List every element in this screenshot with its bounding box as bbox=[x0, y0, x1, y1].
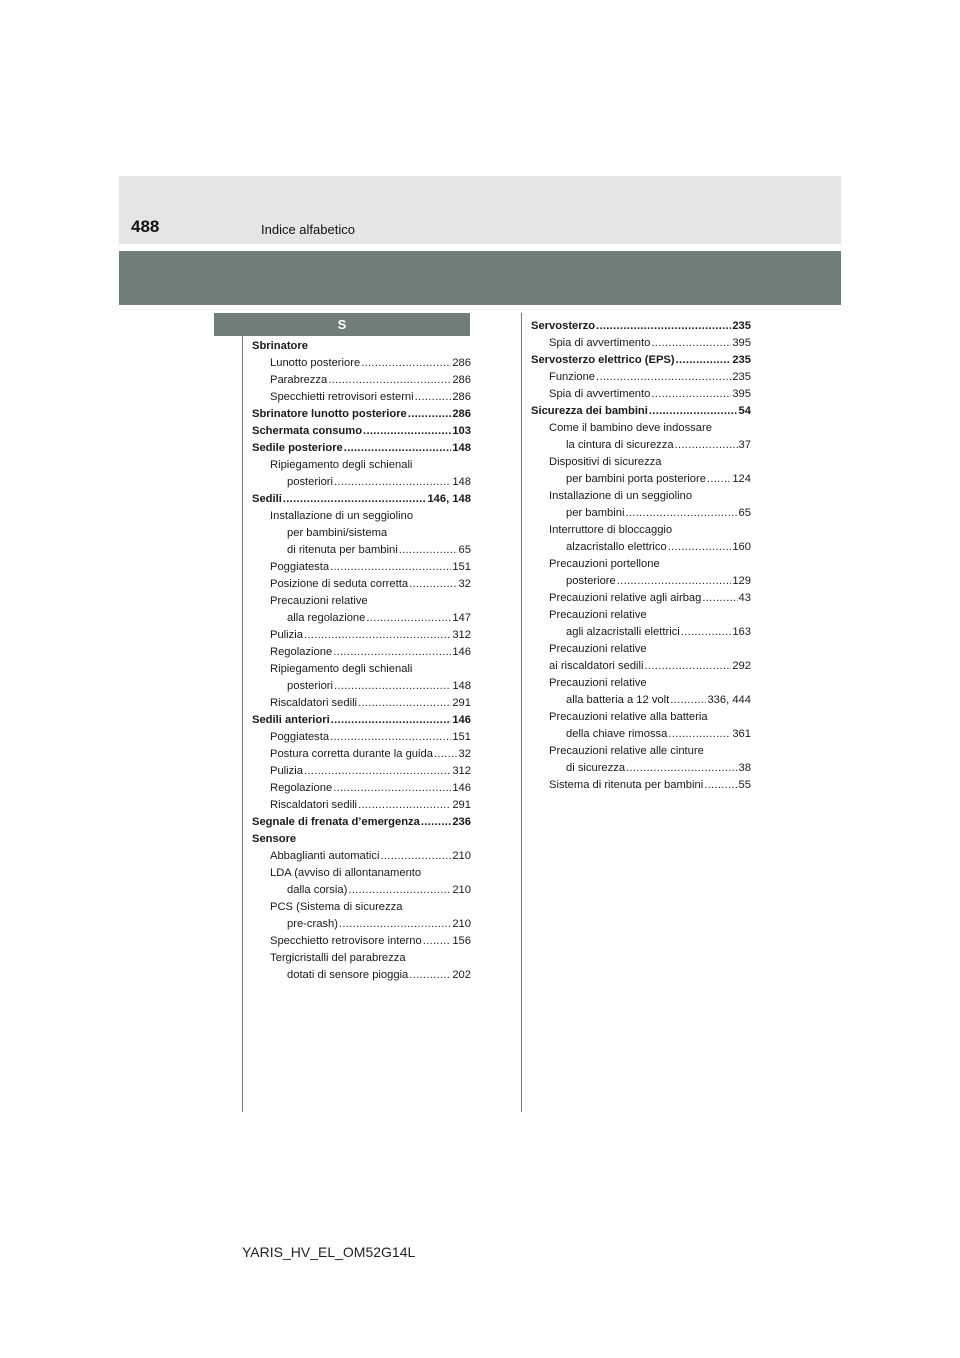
index-entry-text: Precauzioni relative bbox=[549, 677, 647, 689]
index-entry-leader bbox=[361, 355, 451, 372]
index-entry-page: 286 bbox=[452, 357, 471, 369]
index-entry bbox=[252, 848, 471, 865]
index-entry bbox=[252, 627, 471, 644]
index-entry bbox=[252, 338, 471, 355]
index-entry-page: 312 bbox=[452, 629, 471, 641]
index-entry-leader bbox=[668, 539, 732, 556]
index-entry-text: ai riscaldatori sedili bbox=[549, 660, 644, 672]
index-entry-page: 361 bbox=[732, 728, 751, 740]
index-entry-page: 235 bbox=[732, 371, 751, 383]
index-entry bbox=[531, 726, 751, 743]
index-entry-page: 129 bbox=[732, 575, 751, 587]
index-entry bbox=[252, 661, 471, 678]
index-entry-text: Poggiatesta bbox=[270, 731, 330, 743]
index-entry-text: Precauzioni relative bbox=[270, 595, 368, 607]
index-entry-text: alla batteria a 12 volt bbox=[566, 694, 670, 706]
index-entry bbox=[252, 933, 471, 950]
index-entry-text: Sistema di ritenuta per bambini bbox=[549, 779, 704, 791]
index-entry-text: Come il bambino deve indossare bbox=[549, 422, 712, 434]
index-entry bbox=[252, 372, 471, 389]
index-entry bbox=[252, 559, 471, 576]
index-entry bbox=[252, 508, 471, 525]
index-entry-page: 235 bbox=[732, 320, 751, 332]
index-entry-text: alzacristallo elettrico bbox=[566, 541, 667, 553]
index-entry-leader bbox=[380, 848, 451, 865]
index-entry-page: 148 bbox=[452, 680, 471, 692]
index-entry bbox=[252, 763, 471, 780]
index-entry-page: 124 bbox=[732, 473, 751, 485]
index-entry bbox=[531, 318, 751, 335]
index-entry bbox=[252, 457, 471, 474]
index-entry-text: Pulizia bbox=[270, 629, 303, 641]
index-entry-leader bbox=[596, 369, 731, 386]
index-entry bbox=[252, 440, 471, 457]
index-entry bbox=[252, 525, 471, 542]
index-entry bbox=[252, 712, 471, 729]
index-entry-page: 151 bbox=[452, 561, 471, 573]
index-entry-text: Funzione bbox=[549, 371, 596, 383]
index-entry-text: per bambini porta posteriore bbox=[566, 473, 706, 485]
section-banner bbox=[119, 251, 841, 305]
index-entry bbox=[252, 678, 471, 695]
index-entry bbox=[252, 542, 471, 559]
index-entry-leader bbox=[645, 658, 732, 675]
index-entry-text: Pulizia bbox=[270, 765, 303, 777]
index-entry-text: di sicurezza bbox=[566, 762, 626, 774]
index-entry-text: Posizione di seduta corretta bbox=[270, 578, 409, 590]
document-code: YARIS_HV_EL_OM52G14L bbox=[242, 1244, 416, 1260]
index-entry bbox=[531, 777, 751, 794]
index-entry-text: Parabrezza bbox=[270, 374, 328, 386]
index-entry-leader bbox=[707, 471, 731, 488]
index-entry bbox=[531, 403, 751, 420]
index-entry-text: Precauzioni relative agli airbag bbox=[549, 592, 702, 604]
index-entry-text: per bambini bbox=[566, 507, 625, 519]
index-entry-leader bbox=[423, 933, 452, 950]
index-entry bbox=[531, 505, 751, 522]
index-entry-text: Abbaglianti automatici bbox=[270, 850, 380, 862]
page-number: 488 bbox=[131, 217, 160, 236]
index-entry bbox=[252, 950, 471, 967]
index-entry-leader bbox=[409, 576, 457, 593]
index-entry-page: 65 bbox=[458, 544, 471, 556]
index-entry-text: LDA (avviso di allontanamento bbox=[270, 867, 422, 879]
index-entry-text: Sedili anteriori bbox=[252, 714, 330, 726]
index-entry-page: 202 bbox=[452, 969, 471, 981]
index-entry bbox=[252, 882, 471, 899]
index-entry bbox=[252, 865, 471, 882]
index-entry-leader bbox=[409, 967, 451, 984]
index-entry bbox=[531, 522, 751, 539]
index-entry-page: 38 bbox=[738, 762, 751, 774]
index-entry-leader bbox=[434, 746, 458, 763]
index-entry-text: alla regolazione bbox=[287, 612, 366, 624]
index-entry-leader bbox=[596, 318, 731, 335]
index-entry-leader bbox=[328, 372, 451, 389]
index-entry-page: 291 bbox=[452, 799, 471, 811]
index-entry-text: dotati di sensore pioggia bbox=[287, 969, 409, 981]
index-entry-text: Poggiatesta bbox=[270, 561, 330, 573]
index-entry bbox=[252, 831, 471, 848]
index-entry-text: posteriori bbox=[287, 476, 334, 488]
index-entry bbox=[531, 420, 751, 437]
index-entry-leader bbox=[366, 610, 451, 627]
index-entry-text: Tergicristalli del parabrezza bbox=[270, 952, 406, 964]
index-entry-page: 286 bbox=[452, 408, 471, 420]
index-entry-page: 210 bbox=[452, 850, 471, 862]
index-entry-page: 37 bbox=[738, 439, 751, 451]
index-entry bbox=[252, 814, 471, 831]
index-entry-page: 163 bbox=[732, 626, 751, 638]
index-entry bbox=[531, 641, 751, 658]
index-entry-leader bbox=[348, 882, 451, 899]
index-entry-text: PCS (Sistema di sicurezza bbox=[270, 901, 403, 913]
letter-tab: S bbox=[214, 313, 470, 336]
index-entry-page: 55 bbox=[738, 779, 751, 791]
index-entry-text: Sedili bbox=[252, 493, 282, 505]
index-entry-text: Installazione di un seggiolino bbox=[549, 490, 693, 502]
index-entry-text: Postura corretta durante la guida bbox=[270, 748, 433, 760]
index-entry-text: Ripiegamento degli schienali bbox=[270, 663, 413, 675]
index-entry-page: 210 bbox=[452, 884, 471, 896]
index-entry-page: 312 bbox=[452, 765, 471, 777]
index-entry bbox=[252, 729, 471, 746]
index-entry-leader bbox=[415, 389, 452, 406]
index-entry-leader bbox=[330, 729, 451, 746]
index-entry-text: della chiave rimossa bbox=[566, 728, 668, 740]
index-entry-text: Precauzioni relative alle cinture bbox=[549, 745, 704, 757]
index-entry-leader bbox=[334, 678, 451, 695]
index-entry bbox=[531, 539, 751, 556]
index-entry-page: 395 bbox=[732, 337, 751, 349]
index-entry bbox=[531, 675, 751, 692]
index-entry bbox=[252, 593, 471, 610]
index-entry-text: Interruttore di bloccaggio bbox=[549, 524, 673, 536]
index-entry-page: 146 bbox=[452, 714, 471, 726]
index-entry-leader bbox=[668, 726, 731, 743]
index-entry-page: 148 bbox=[452, 476, 471, 488]
index-entry bbox=[531, 692, 751, 709]
index-entry-text: Specchietto retrovisore interno bbox=[270, 935, 422, 947]
index-entry bbox=[531, 590, 751, 607]
index-entry bbox=[252, 389, 471, 406]
index-entry-leader bbox=[649, 403, 738, 420]
index-entry bbox=[252, 797, 471, 814]
index-entry-text: pre-crash) bbox=[287, 918, 338, 930]
index-entry-text: Servosterzo elettrico (EPS) bbox=[531, 354, 675, 366]
index-entry-leader bbox=[421, 814, 451, 831]
index-entry bbox=[252, 423, 471, 440]
index-entry bbox=[252, 474, 471, 491]
index-entry bbox=[531, 607, 751, 624]
index-entry-text: Spia di avvertimento bbox=[549, 388, 651, 400]
index-entry-leader bbox=[675, 437, 738, 454]
index-entry bbox=[252, 644, 471, 661]
index-entry-text: Regolazione bbox=[270, 782, 333, 794]
index-entry bbox=[252, 695, 471, 712]
index-entry-text: Precauzioni relative bbox=[549, 643, 647, 655]
index-entry-text: Precauzioni portellone bbox=[549, 558, 660, 570]
index-entry-leader bbox=[358, 695, 451, 712]
index-entry bbox=[252, 491, 471, 508]
index-entry-leader bbox=[651, 335, 731, 352]
index-entry-page: 148 bbox=[452, 442, 471, 454]
index-entry-leader bbox=[304, 763, 451, 780]
index-entry-leader bbox=[344, 440, 452, 457]
index-entry bbox=[531, 437, 751, 454]
index-entry-leader bbox=[408, 406, 452, 423]
index-entry-text: Schermata consumo bbox=[252, 425, 363, 437]
index-entry-leader bbox=[330, 559, 451, 576]
index-entry-text: Lunotto posteriore bbox=[270, 357, 361, 369]
index-entry-leader bbox=[617, 573, 732, 590]
index-column-left bbox=[252, 338, 471, 984]
index-entry bbox=[531, 454, 751, 471]
header-band bbox=[119, 176, 841, 244]
index-entry-text: Precauzioni relative bbox=[549, 609, 647, 621]
index-entry-leader bbox=[363, 423, 451, 440]
index-entry-leader bbox=[704, 777, 737, 794]
index-entry-page: 147 bbox=[452, 612, 471, 624]
index-entry-leader bbox=[339, 916, 451, 933]
index-entry bbox=[531, 386, 751, 403]
index-entry-leader bbox=[399, 542, 458, 559]
index-entry-text: posteriore bbox=[566, 575, 616, 587]
index-entry-leader bbox=[676, 352, 732, 369]
index-entry-text: Sicurezza dei bambini bbox=[531, 405, 648, 417]
index-entry-leader bbox=[702, 590, 737, 607]
index-entry-text: Segnale di frenata d’emergenza bbox=[252, 816, 420, 828]
index-entry bbox=[531, 624, 751, 641]
index-entry-leader bbox=[651, 386, 731, 403]
index-entry-page: 32 bbox=[458, 748, 471, 760]
index-entry-text: di ritenuta per bambini bbox=[287, 544, 398, 556]
index-entry-page: 210 bbox=[452, 918, 471, 930]
index-entry-text: Installazione di un seggiolino bbox=[270, 510, 414, 522]
index-entry-text: Sbrinatore bbox=[252, 340, 308, 352]
index-entry bbox=[252, 967, 471, 984]
index-entry bbox=[252, 899, 471, 916]
index-entry-text: Servosterzo bbox=[531, 320, 596, 332]
index-entry-page: 146 bbox=[452, 646, 471, 658]
right-column-rule bbox=[521, 313, 522, 1112]
index-entry bbox=[531, 369, 751, 386]
index-entry-page: 146 bbox=[452, 782, 471, 794]
index-entry-page: 103 bbox=[452, 425, 471, 437]
index-entry bbox=[531, 556, 751, 573]
index-entry-text: Dispositivi di sicurezza bbox=[549, 456, 662, 468]
index-entry-text: Sensore bbox=[252, 833, 297, 845]
index-entry-text: Sbrinatore lunotto posteriore bbox=[252, 408, 407, 420]
section-title: Indice alfabetico bbox=[261, 222, 355, 237]
index-entry bbox=[252, 406, 471, 423]
index-entry-page: 156 bbox=[452, 935, 471, 947]
index-entry-leader bbox=[304, 627, 451, 644]
index-entry-text: Riscaldatori sedili bbox=[270, 697, 358, 709]
index-entry-text: posteriori bbox=[287, 680, 334, 692]
index-entry-text: dalla corsia) bbox=[287, 884, 348, 896]
index-entry-page: 291 bbox=[452, 697, 471, 709]
index-entry-page: 160 bbox=[732, 541, 751, 553]
index-entry bbox=[531, 335, 751, 352]
index-entry-leader bbox=[331, 712, 452, 729]
index-entry-text: per bambini/sistema bbox=[287, 527, 388, 539]
left-column-rule bbox=[242, 336, 243, 1112]
index-entry-text: Regolazione bbox=[270, 646, 333, 658]
index-entry bbox=[531, 573, 751, 590]
index-entry bbox=[252, 576, 471, 593]
index-entry bbox=[252, 610, 471, 627]
index-entry bbox=[531, 709, 751, 726]
index-entry-text: Specchietti retrovisori esterni bbox=[270, 391, 414, 403]
index-entry-page: 236 bbox=[452, 816, 471, 828]
index-entry-page: 336, 444 bbox=[707, 694, 751, 706]
index-entry-leader bbox=[333, 780, 451, 797]
index-entry-page: 146, 148 bbox=[427, 493, 471, 505]
index-entry bbox=[531, 658, 751, 675]
index-entry-page: 286 bbox=[452, 391, 471, 403]
index-entry-page: 292 bbox=[732, 660, 751, 672]
index-entry-page: 286 bbox=[452, 374, 471, 386]
index-entry-page: 43 bbox=[738, 592, 751, 604]
index-entry-text: agli alzacristalli elettrici bbox=[566, 626, 680, 638]
index-entry-leader bbox=[625, 505, 737, 522]
index-entry-text: Spia di avvertimento bbox=[549, 337, 651, 349]
index-entry-leader bbox=[670, 692, 706, 709]
index-entry-leader bbox=[681, 624, 732, 641]
index-entry-page: 32 bbox=[458, 578, 471, 590]
index-entry-page: 65 bbox=[738, 507, 751, 519]
index-column-right bbox=[531, 318, 751, 794]
index-entry-text: Riscaldatori sedili bbox=[270, 799, 358, 811]
index-entry-leader bbox=[358, 797, 451, 814]
index-entry-page: 235 bbox=[732, 354, 751, 366]
index-entry-text: la cintura di sicurezza bbox=[566, 439, 674, 451]
index-entry bbox=[531, 760, 751, 777]
index-entry bbox=[252, 916, 471, 933]
index-entry bbox=[252, 746, 471, 763]
index-entry bbox=[531, 488, 751, 505]
index-entry-page: 151 bbox=[452, 731, 471, 743]
index-entry bbox=[531, 743, 751, 760]
index-entry-leader bbox=[283, 491, 427, 508]
index-entry-text: Sedile posteriore bbox=[252, 442, 343, 454]
index-entry-leader bbox=[626, 760, 737, 777]
index-entry-page: 395 bbox=[732, 388, 751, 400]
index-entry-page: 54 bbox=[738, 405, 751, 417]
index-entry-leader bbox=[334, 474, 451, 491]
index-entry bbox=[531, 352, 751, 369]
index-entry bbox=[531, 471, 751, 488]
index-entry-leader bbox=[333, 644, 451, 661]
index-entry bbox=[252, 780, 471, 797]
index-entry bbox=[252, 355, 471, 372]
index-entry-text: Precauzioni relative alla batteria bbox=[549, 711, 708, 723]
index-entry-text: Ripiegamento degli schienali bbox=[270, 459, 413, 471]
